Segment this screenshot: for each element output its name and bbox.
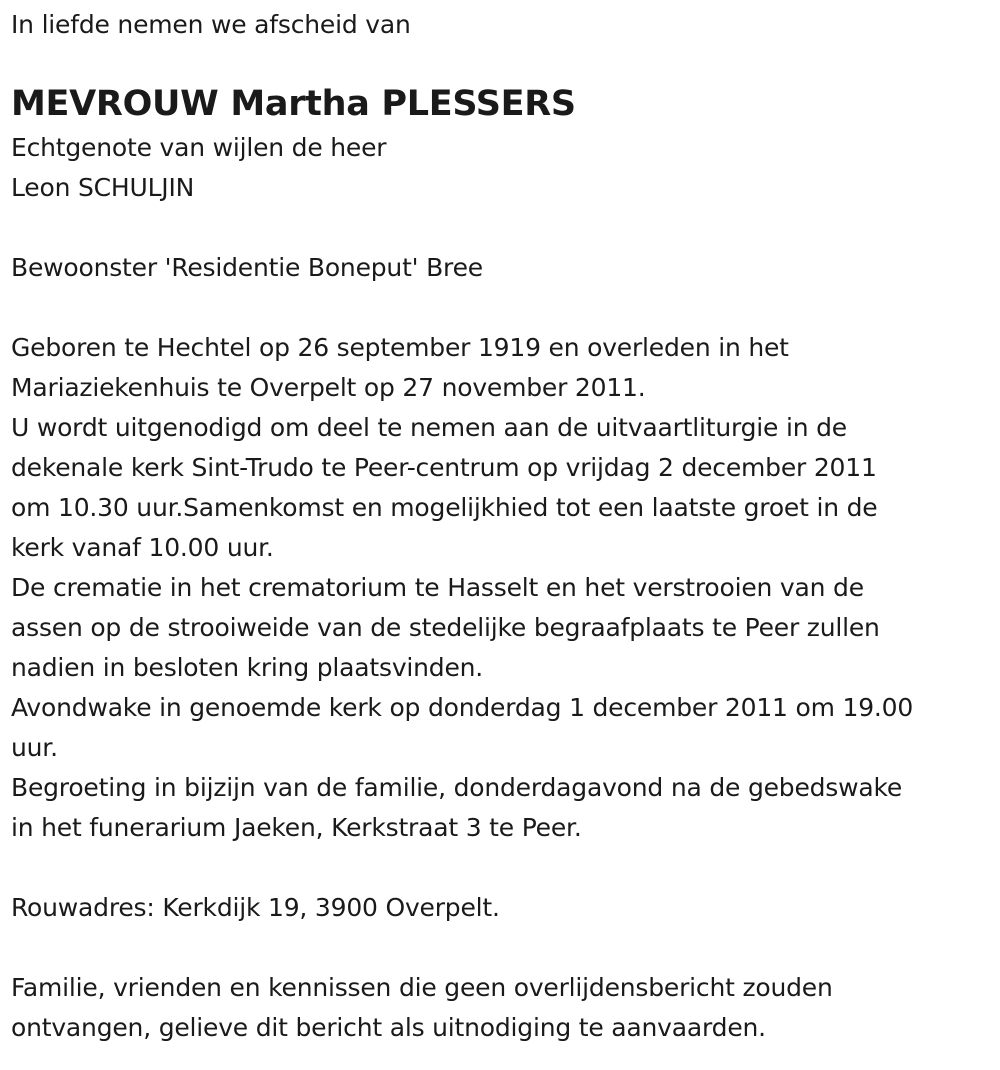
residence-line: Bewoonster 'Residentie Boneput' Bree: [11, 253, 483, 282]
address-block: [11, 888, 986, 928]
address-line: Rouwadres: Kerkdijk 19, 3900 Overpelt.: [11, 893, 500, 922]
closing-line: ontvangen, gelieve dit bericht als uitnodiging te aanvaarden.: [11, 1013, 766, 1042]
deceased-name: MEVROUW Martha PLESSERS: [11, 84, 576, 124]
details-line: dekenale kerk Sint-Trudo te Peer-centrum op vrijdag 2 december 2011: [11, 453, 877, 482]
details-line: kerk vanaf 10.00 uur.: [11, 533, 274, 562]
details-line: Avondwake in genoemde kerk op donderdag 1 december 2011 om 19.00: [11, 693, 914, 722]
details-line: uur.: [11, 733, 58, 762]
details-block: [11, 328, 986, 848]
details-line: U wordt uitgenodigd om deel te nemen aan de uitvaartliturgie in de: [11, 413, 847, 442]
details-line: nadien in besloten kring plaatsvinden.: [11, 653, 484, 682]
details-line: De crematie in het crematorium te Hasselt en het verstrooien van de: [11, 573, 864, 602]
obituary-notice: [11, 5, 986, 1048]
closing-line: Familie, vrienden en kennissen die geen overlijdensbericht zouden: [11, 973, 833, 1002]
details-line: in het funerarium Jaeken, Kerkstraat 3 te Peer.: [11, 813, 582, 842]
spouse-line-2: Leon SCHULJIN: [11, 173, 195, 202]
details-line: assen op de strooiweide van de stedelijke begraafplaats te Peer zullen: [11, 613, 880, 642]
intro-line: In liefde nemen we afscheid van: [11, 10, 411, 39]
closing-block: [11, 968, 986, 1048]
details-line: Begroeting in bijzijn van de familie, donderdagavond na de gebedswake: [11, 773, 903, 802]
details-line: Mariaziekenhuis te Overpelt op 27 november 2011.: [11, 373, 646, 402]
details-line: om 10.30 uur.Samenkomst en mogelijkhied tot een laatste groet in de: [11, 493, 878, 522]
residence-block: [11, 248, 986, 288]
spouse-line-1: Echtgenote van wijlen de heer: [11, 133, 387, 162]
details-line: Geboren te Hechtel op 26 september 1919 en overleden in het: [11, 333, 789, 362]
